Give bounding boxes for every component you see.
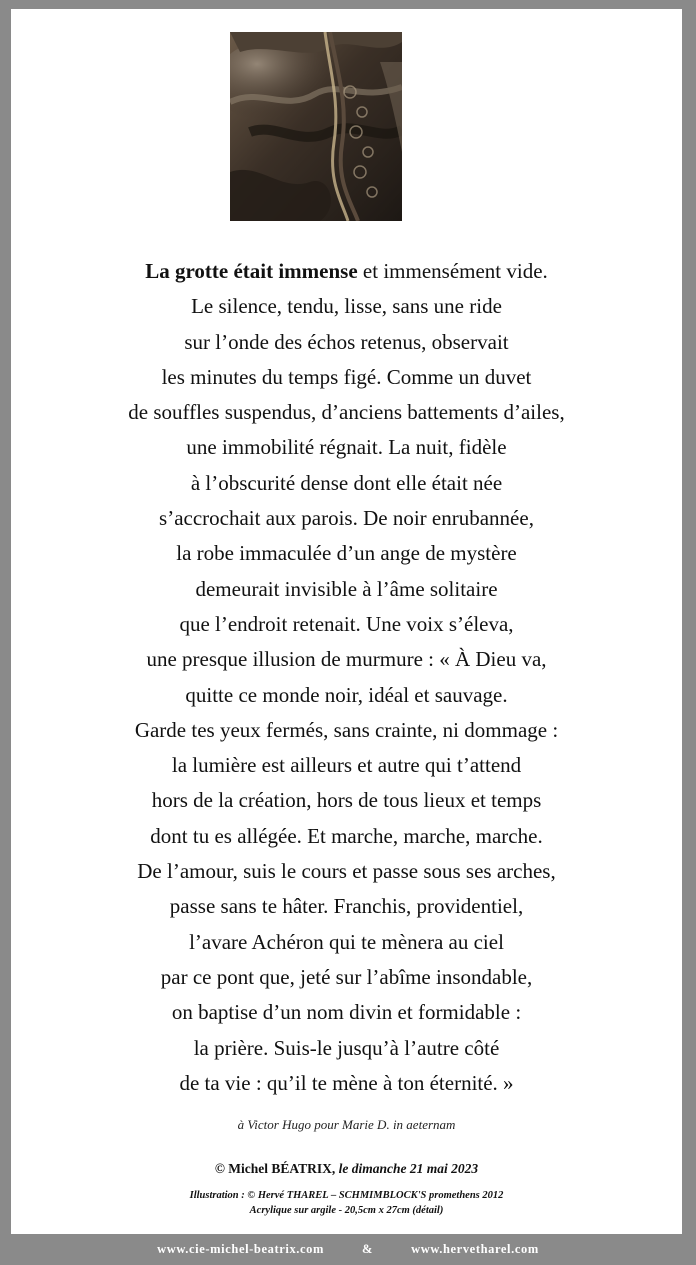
poem-line: on baptise d’un nom divin et formidable : (171, 1000, 522, 1025)
illustration-credit: Illustration : © Hervé THAREL – SCHMIMBLOCK'S promethens 2012 (189, 1190, 504, 1201)
poem-line: quitte ce monde noir, idéal et sauvage. (185, 682, 508, 707)
poem-line: l’avare Achéron qui te mènera au ciel (189, 929, 504, 954)
page-card (11, 9, 682, 1234)
illustration-medium: Acrylique sur argile - 20,5cm x 27cm (détail) (249, 1205, 444, 1216)
dedication: à Victor Hugo pour Marie D. in aeternam (237, 1117, 456, 1132)
poem-line: hors de la création, hors de tous lieux et temps (151, 788, 542, 813)
poem-line: à l’obscurité dense dont elle était née (190, 470, 503, 495)
poem-line: s’accrochait aux parois. De noir enrubannée, (159, 506, 534, 531)
poem-line: sur l’onde des échos retenus, observait (184, 329, 509, 354)
poem-line: de souffles suspendus, d’anciens battements d’ailes, (128, 400, 565, 425)
poem-line: la prière. Suis-le jusqu’à l’autre côté (193, 1035, 500, 1060)
painting-detail-icon (230, 32, 402, 221)
poem-line: une presque illusion de murmure : « À Dieu va, (146, 647, 547, 672)
poem-line: par ce pont que, jeté sur l’abîme insondable, (160, 964, 533, 989)
poem-line: Garde tes yeux fermés, sans crainte, ni dommage : (134, 717, 559, 742)
poem-line: une immobilité régnait. La nuit, fidèle (186, 435, 507, 460)
footer-separator: & (362, 1242, 374, 1256)
poem-line: les minutes du temps figé. Comme un duvet (161, 364, 532, 389)
footer-link-herve-tharel[interactable]: www.hervetharel.com (411, 1242, 539, 1256)
poem-first-line (11, 254, 682, 289)
copyright-date: le dimanche 21 mai 2023 (335, 1161, 479, 1176)
poem-line: la robe immaculée d’un ange de mystère (176, 541, 517, 566)
copyright-line (11, 1161, 682, 1177)
poem-line: passe sans te hâter. Franchis, providentiel, (169, 894, 524, 919)
poem-line: De l’amour, suis le cours et passe sous ses arches, (137, 859, 556, 884)
footer-link-michel-beatrix[interactable]: www.cie-michel-beatrix.com (157, 1242, 325, 1256)
poem-line: Le silence, tendu, lisse, sans une ride (191, 294, 502, 319)
poem-first-line-bold: La grotte était immense (145, 259, 358, 283)
copyright-author: © Michel BÉATRIX, (214, 1161, 336, 1176)
poem-line: de ta vie : qu’il te mène à ton éternité. » (179, 1070, 514, 1095)
poem-line: dont tu es allégée. Et marche, marche, marche. (150, 823, 543, 848)
poem-first-line-rest: et immensément vide. (357, 259, 548, 283)
footer-bar (0, 1234, 696, 1265)
poem-text (11, 254, 682, 1101)
poem-line: demeurait invisible à l’âme solitaire (195, 576, 498, 601)
poem-line: que l’endroit retenait. Une voix s’éleva, (179, 611, 514, 636)
poem-line: la lumière est ailleurs et autre qui t’attend (171, 753, 522, 778)
